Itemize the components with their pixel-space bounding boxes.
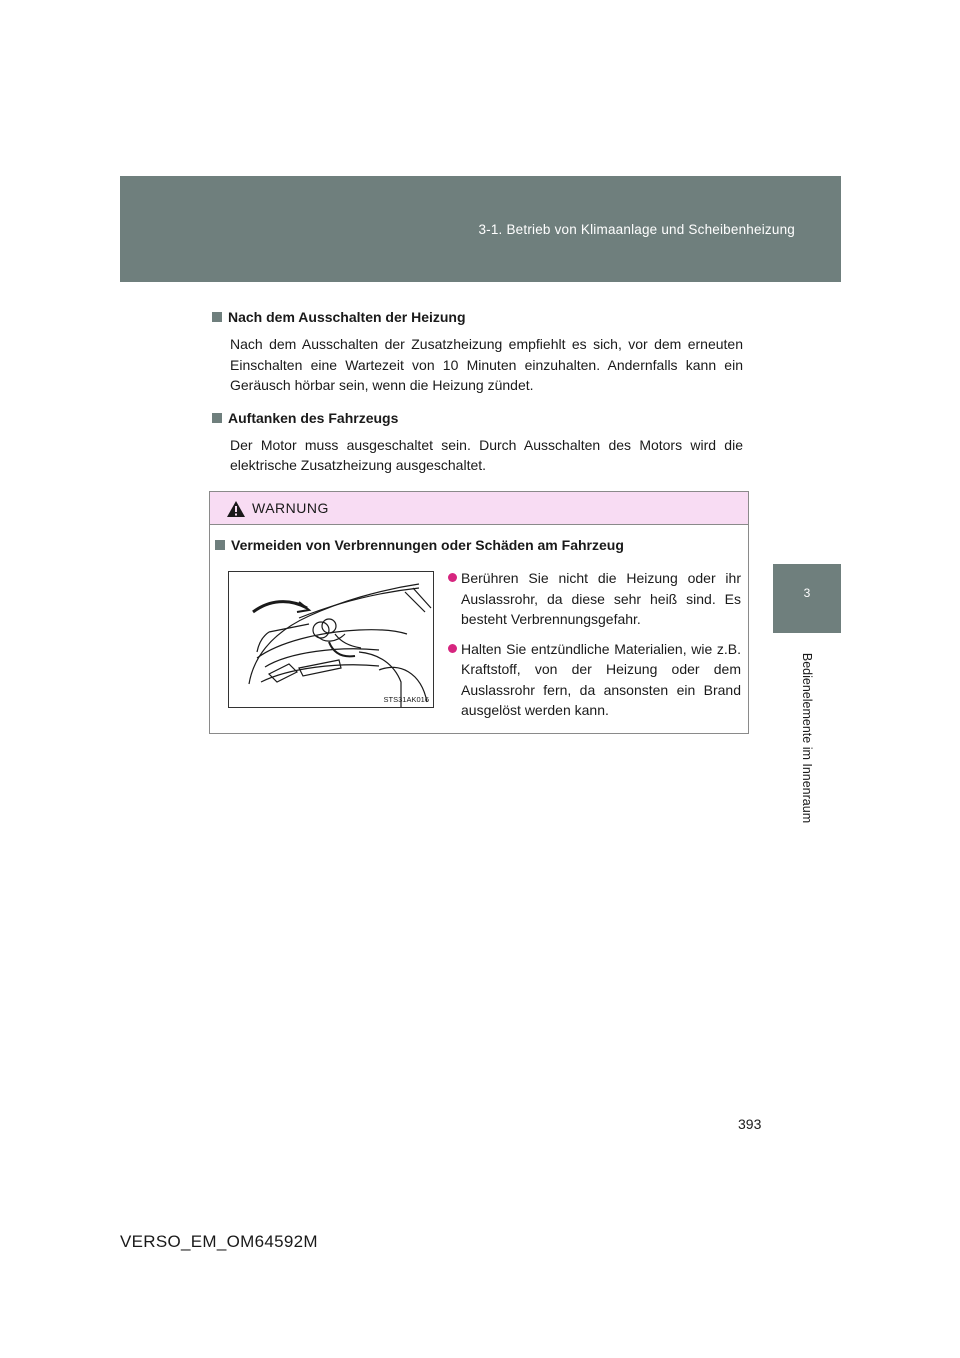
- chapter-title: 3-1. Betrieb von Klimaanlage und Scheibenheizung: [478, 222, 795, 237]
- warning-item-text: Halten Sie entzündliche Materialien, wie z.B. Kraftstoff, von der Heizung oder dem Auslassrohr fern, da ansonsten ein Brand ausgelöst werden kann.: [461, 640, 741, 718]
- warning-item-text: Berühren Sie nicht die Heizung oder ihr Auslassrohr, da diese sehr heiß sind. Es besteht Verbrennungsgefahr.: [461, 570, 741, 627]
- car-front-drawing: [229, 572, 433, 707]
- page-number: 393: [738, 1116, 762, 1132]
- heater-location-illustration: [228, 571, 434, 708]
- warning-box: [209, 491, 749, 734]
- round-bullet-icon: [448, 573, 457, 582]
- chapter-side-label-area: [773, 633, 841, 843]
- warning-list-item: [448, 639, 741, 721]
- figure-code: STS31AK016: [383, 695, 429, 704]
- warning-title: WARNUNG: [252, 500, 329, 516]
- section-heading-text: Nach dem Ausschalten der Heizung: [228, 309, 466, 325]
- square-bullet-icon: [215, 540, 225, 550]
- section-body: Der Motor muss ausgeschaltet sein. Durch Ausschalten des Motors wird die elektrische Zusatzheizung ausgeschaltet.: [230, 436, 743, 473]
- section-body: Nach dem Ausschalten der Zusatzheizung empfiehlt es sich, vor dem erneuten Einschalten eine Wartezeit von 10 Minuten einzuhalten. Andernfalls kann ein Geräusch hörbar sein, wenn die Heizung zündet.: [230, 336, 743, 393]
- warning-triangle-icon: [226, 500, 246, 518]
- section-heading-text: Auftanken des Fahrzeugs: [228, 409, 399, 426]
- square-bullet-icon: [212, 413, 222, 423]
- warning-header: [210, 492, 748, 525]
- chapter-side-label: Bedienelemente im Innenraum: [800, 652, 814, 824]
- chapter-number: 3: [803, 586, 811, 600]
- warning-list-item: [448, 568, 741, 630]
- section-heading: [212, 408, 743, 428]
- chapter-header-band: [120, 176, 841, 282]
- square-bullet-icon: [212, 312, 222, 322]
- warning-list: [448, 568, 741, 730]
- round-bullet-icon: [448, 644, 457, 653]
- document-code: VERSO_EM_OM64592M: [120, 1232, 318, 1251]
- warning-subheading: [215, 537, 624, 553]
- content-sections: [212, 307, 743, 488]
- warning-subheading-text: Vermeiden von Verbrennungen oder Schäden am Fahrzeug: [231, 537, 624, 553]
- section-heading: [212, 307, 743, 327]
- chapter-tab: [773, 564, 841, 633]
